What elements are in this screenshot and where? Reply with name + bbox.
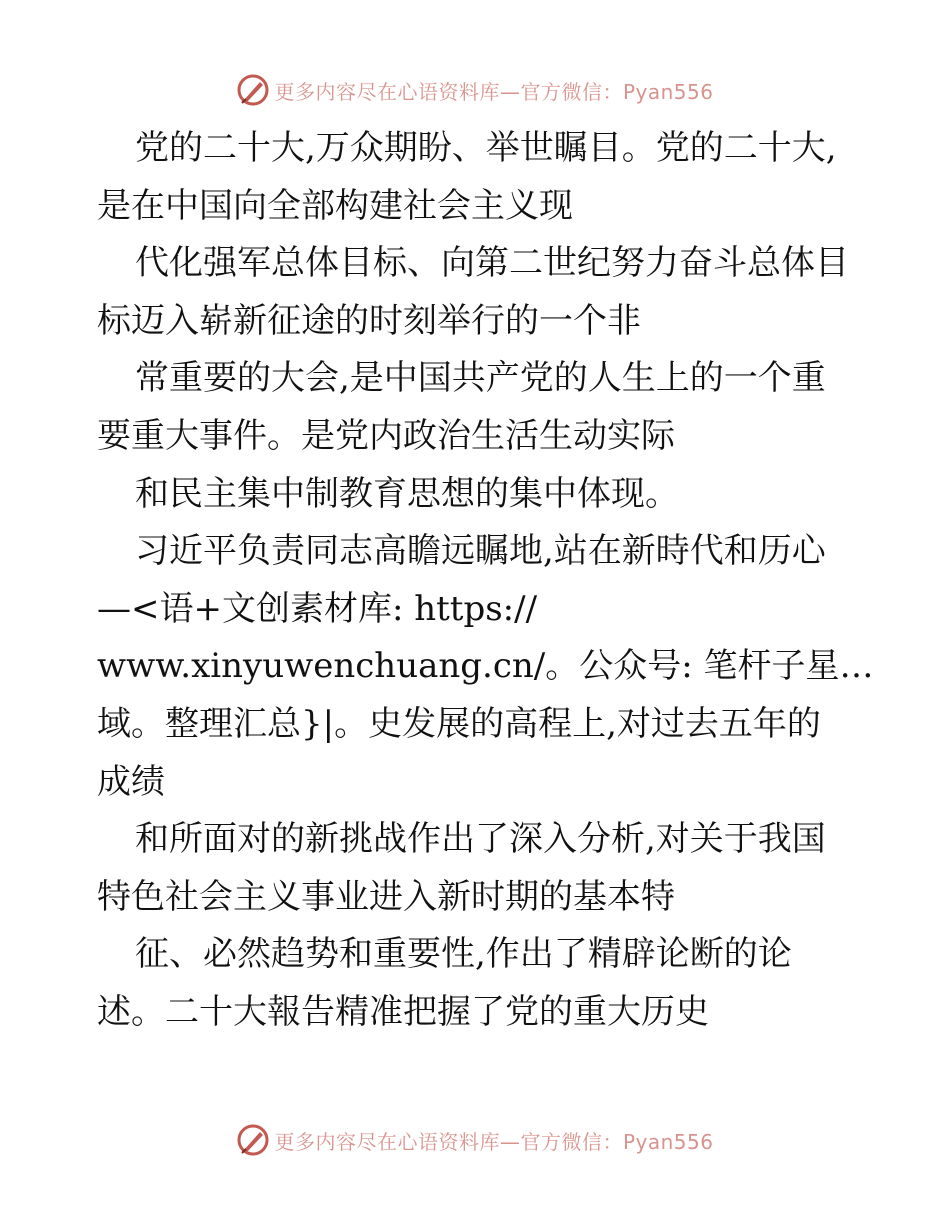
header-watermark	[0, 70, 950, 110]
text-line: 特色社会主义事业进入新时期的基本特	[97, 876, 675, 917]
text-line: —<语+文创素材库: https://	[97, 588, 538, 629]
text-line: 和民主集中制教育思想的集中体现。	[135, 473, 679, 514]
text-line: 要重大事件。是党内政治生活生动实际	[97, 415, 675, 456]
text-line: 成绩	[97, 761, 165, 802]
text-line: 述。二十大報告精准把握了党的重大历史	[97, 991, 709, 1032]
text-line: 习近平负责同志高瞻远瞩地,站在新時代和历心	[135, 531, 826, 572]
watermark-text: 更多内容尽在心语资料库—官方微信：Pyan556	[274, 79, 714, 104]
text-line: 和所面对的新挑战作出了深入分析,对关于我国	[135, 819, 826, 860]
text-line: www.xinyuwenchuang.cn/。公众号: 笔杆子星…	[97, 646, 874, 687]
watermark-text: 更多内容尽在心语资料库—官方微信：Pyan556	[274, 1129, 714, 1154]
text-line: 常重要的大会,是中国共产党的人生上的一个重	[135, 358, 826, 399]
text-line: 域。整理汇总}|。史发展的高程上,对过去五年的	[97, 703, 821, 744]
text-line: 党的二十大,万众期盼、举世瞩目。党的二十大,	[135, 128, 837, 168]
quill-pen-logo-icon	[236, 1123, 270, 1157]
text-line: 代化强军总体目标、向第二世纪努力奋斗总体目	[135, 243, 849, 284]
text-line: 是在中国向全部构建社会主义现	[97, 185, 573, 226]
document-body	[97, 120, 877, 1042]
footer-watermark	[0, 1120, 950, 1160]
text-line: 征、必然趋势和重要性,作出了精辟论断的论	[135, 934, 792, 975]
quill-pen-logo-icon	[236, 73, 270, 107]
text-line: 标迈入崭新征途的时刻举行的一个非	[97, 300, 641, 341]
